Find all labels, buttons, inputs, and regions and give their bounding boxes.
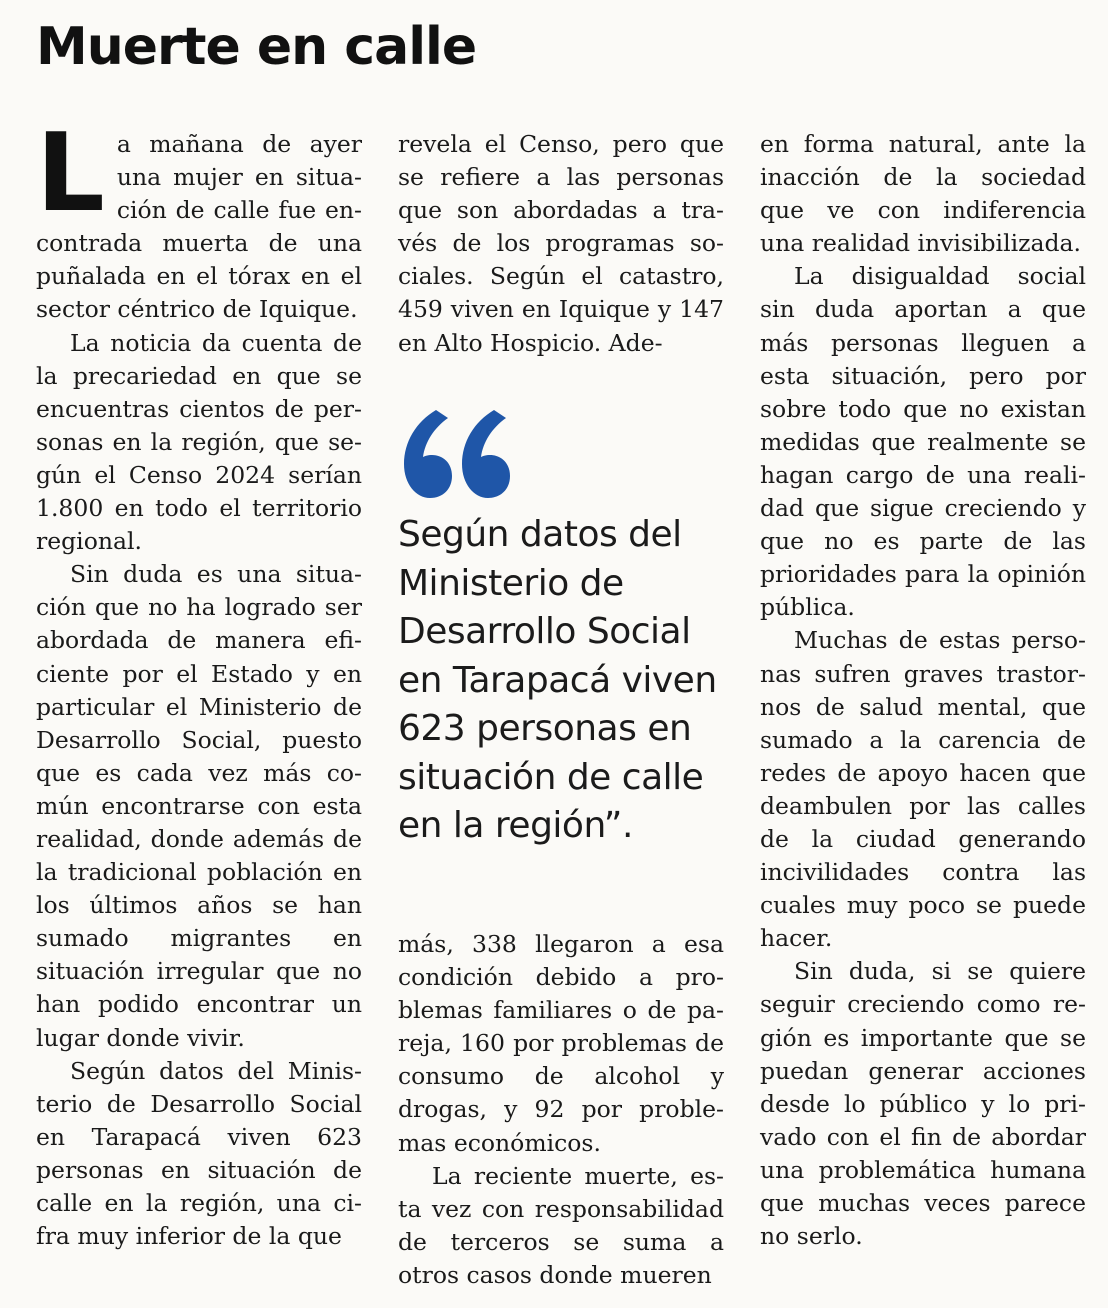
paragraph: La reciente muerte, esta vez con responsabilidad de terceros se suma a otros casos donde mueren	[398, 1161, 724, 1289]
pull-quote-text: Según datos del Ministerio de Desarrollo Social en Tarapacá viven 623 personas en situación de calle en la región”.	[398, 514, 717, 846]
column-2-top	[398, 128, 724, 360]
quote-mark-icon	[398, 406, 518, 501]
paragraph: revela el Censo, pero que se refiere a las personas que son abordadas a través de los programas sociales. Según el catastro, 459 viven en Iquique y 147 en Alto Hospicio. Ade-	[398, 130, 724, 357]
column-3	[760, 128, 1086, 1253]
paragraph: La noticia da cuenta de la precariedad en que se encuentras cientos de personas en la región, que según el Censo 2024 serían 1.800 en todo el territorio regional.	[36, 328, 362, 556]
paragraph-text: a mañana de ayer una mujer en situación de calle fue encontrada muerta de una puñalada en el tórax en el sector céntrico de Iquique.	[36, 130, 362, 324]
paragraph: Según datos del Ministerio de Desarrollo Social en Tarapacá viven 623 personas en situación de calle en la región, una cifra muy inferior de la que	[36, 1056, 362, 1251]
paragraph: Sin duda, si se quiere seguir creciendo como región es importante que se puedan generar acciones desde lo público y lo privado con el fin de abordar una problemática humana que muchas veces parece no serlo.	[760, 957, 1086, 1251]
paragraph: La disigualdad social sin duda aportan a que más personas lleguen a esta situación, pero por sobre todo que no existan medidas que realmente se hagan cargo de una realidad que sigue creciendo y que no es parte de las prioridades para la opinión pública.	[760, 262, 1086, 622]
headline: Muerte en calle	[36, 17, 477, 77]
paragraph: Muchas de estas personas sufren graves trastornos de salud mental, que sumado a la carencia de redes de apoyo hacen que deambulen por las calles de la ciudad generando incivilidades contra las cuales muy poco se puede hacer.	[760, 626, 1086, 953]
column-1	[36, 111, 362, 1253]
paragraph	[36, 111, 362, 327]
drop-cap: L	[36, 111, 105, 236]
paragraph: Sin duda es una situación que no ha logrado ser abordada de manera eficiente por el Estado y en particular el Ministerio de Desarrollo Social, puesto que es cada vez más común encontrarse con esta realidad, donde además de la tradicional población en los últimos años se han sumado migrantes en situación irregular que no han podido encontrar un lugar donde vivir.	[36, 560, 362, 1052]
pull-quote	[398, 406, 728, 851]
paragraph: en forma natural, ante la inacción de la sociedad que ve con indiferencia una realidad invisibilizada.	[760, 130, 1086, 258]
paragraph: más, 338 llegaron a esa condición debido a problemas familiares o de pareja, 160 por problemas de consumo de alcohol y drogas, y 92 por problemas económicos.	[398, 930, 724, 1157]
column-2-bottom	[398, 928, 724, 1292]
